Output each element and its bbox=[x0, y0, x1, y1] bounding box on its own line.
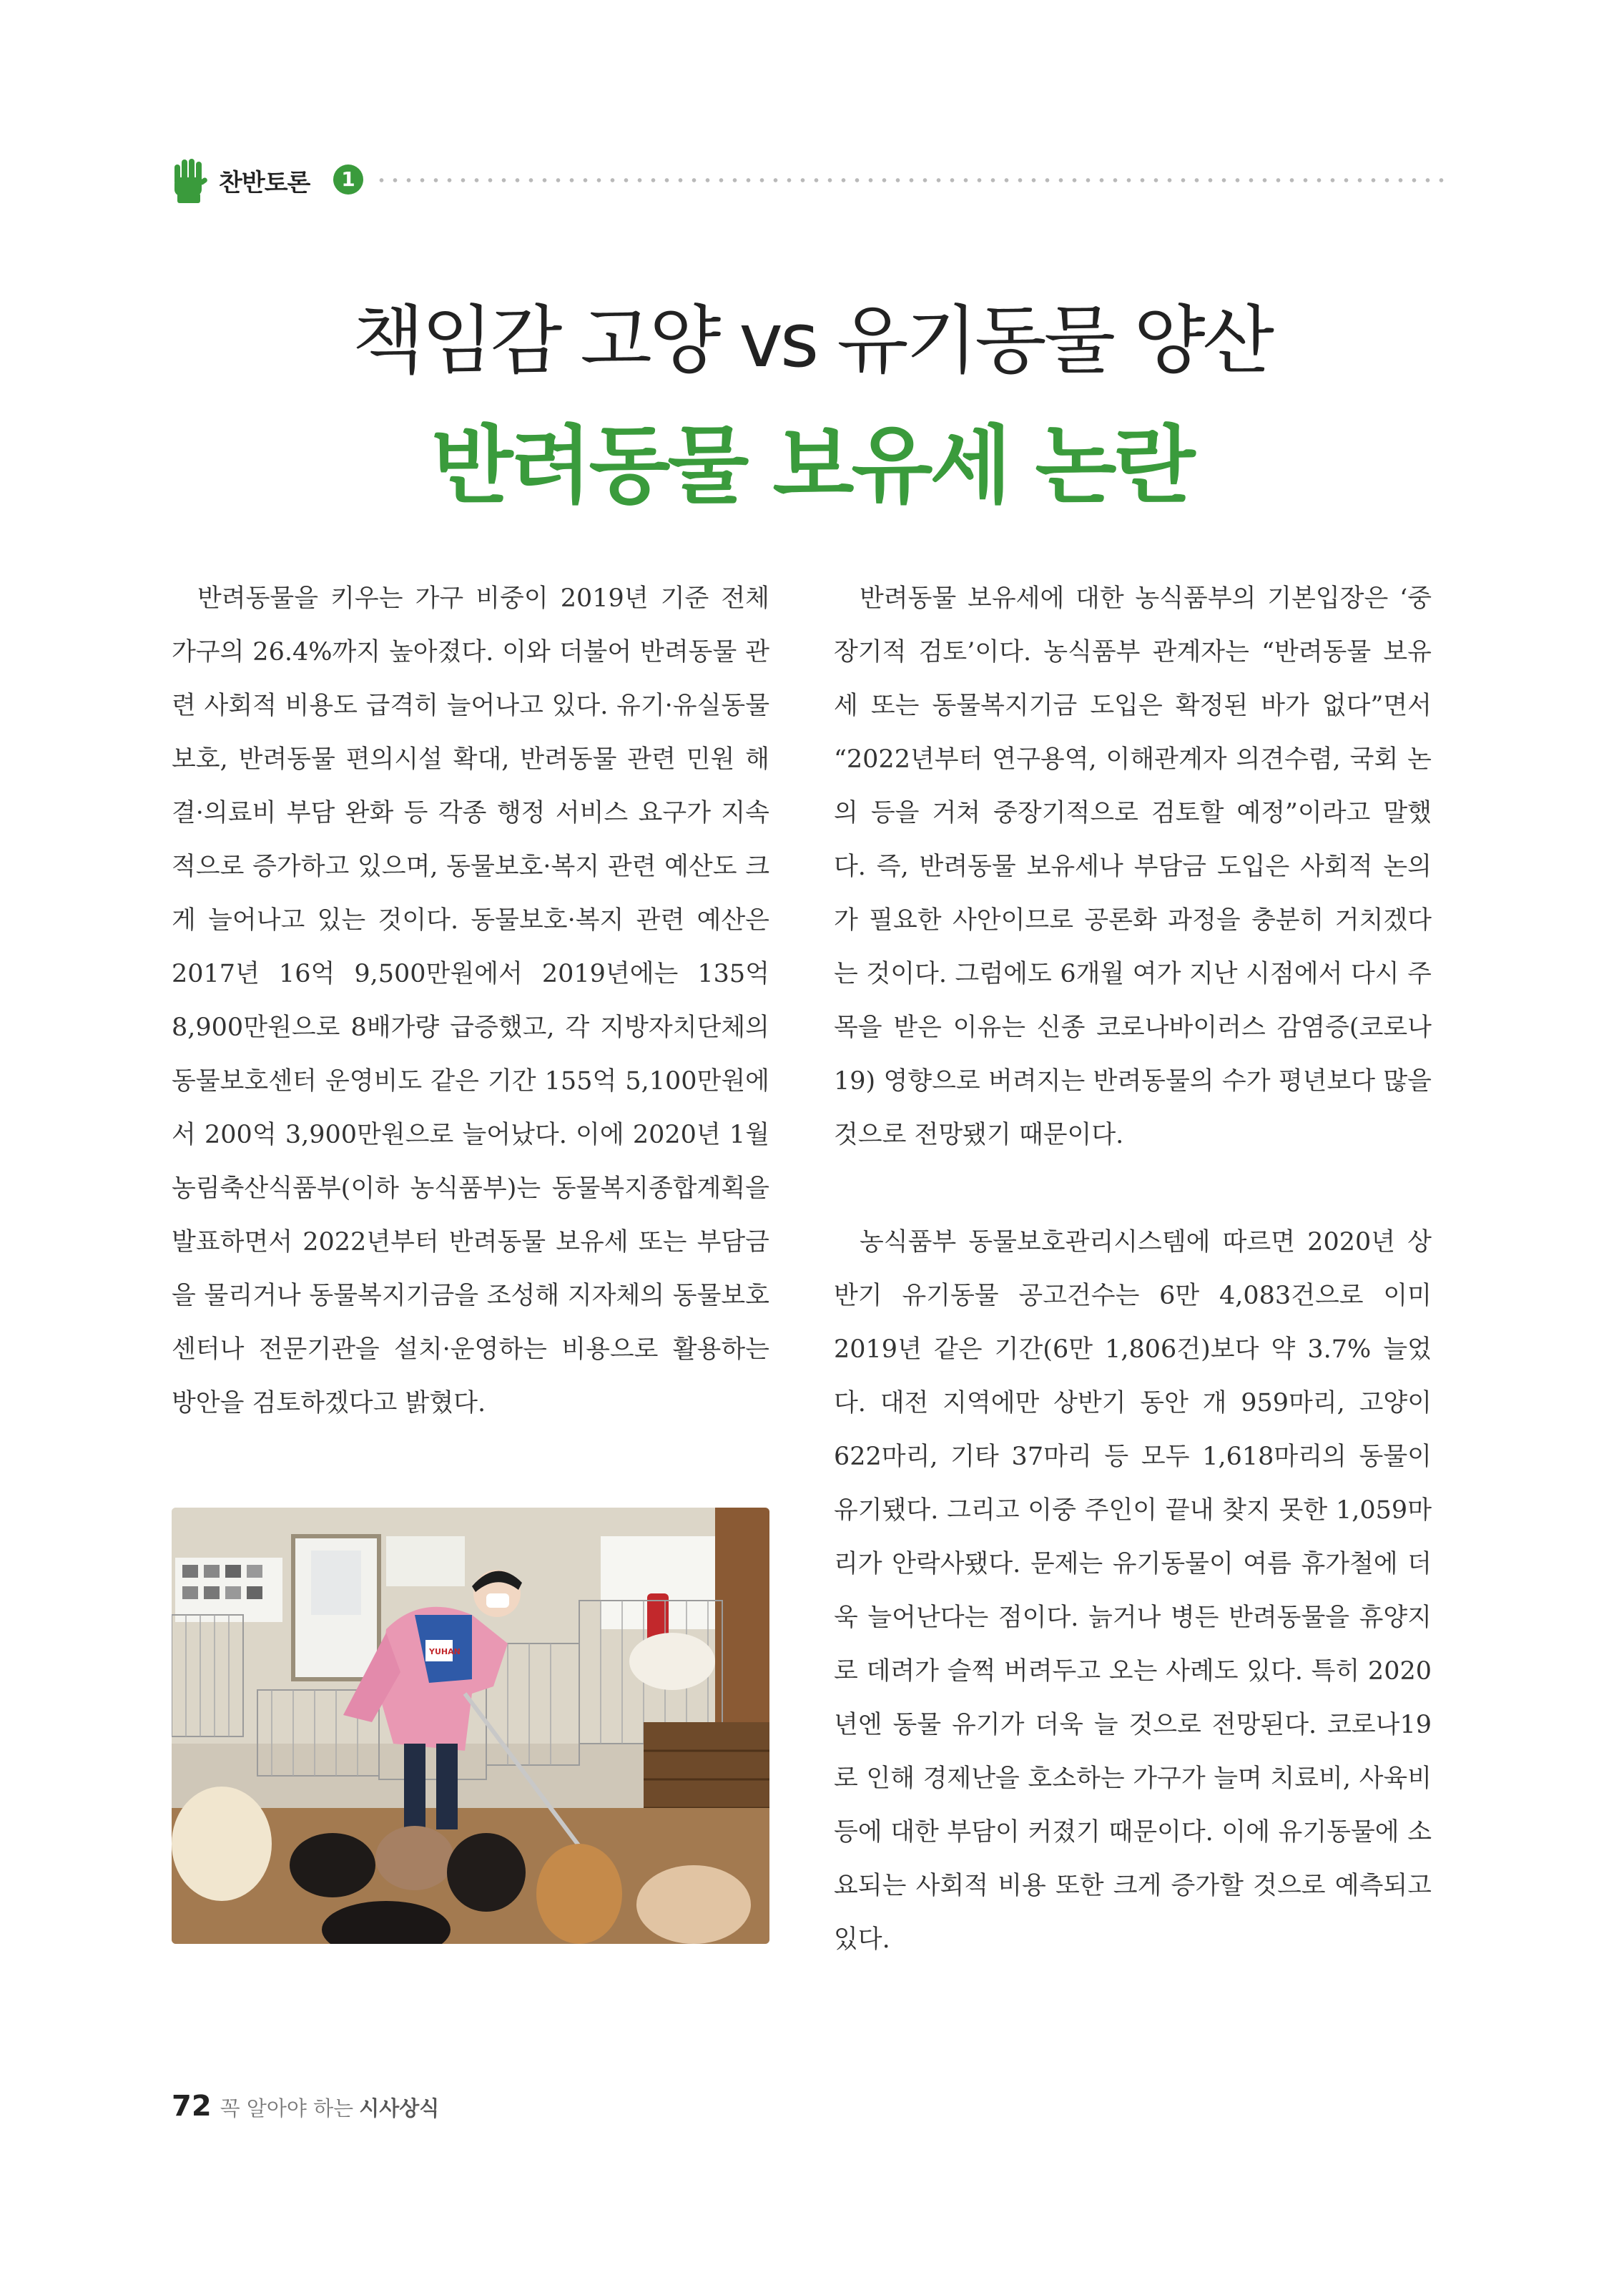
page-footer bbox=[172, 2090, 439, 2123]
section-number-badge: 1 bbox=[333, 164, 363, 195]
body-paragraph: 반려동물 보유세에 대한 농식품부의 기본입장은 ‘중장기적 검토’이다. 농식품부 관계자는 “반려동물 보유세 또는 동물복지기금 도입은 확정된 바가 없다”면서 “2022년부터 연구용역, 이해관계자 의견수렴, 국회 논의 등을 거쳐 중장기적으로 검토할 예정”이라고 말했다. 즉, 반려동물 보유세나 부담금 도입은 사회적 논의가 필요한 사안이므로 공론화 과정을 충분히 거치겠다는 것이다. 그럼에도 6개월 여가 지난 시점에서 다시 주목을 받은 이유는 신종 코로나바이러스 감염증(코로나19) 영향으로 버려지는 반려동물의 수가 평년보다 많을 것으로 전망됐기 때문이다. bbox=[834, 584, 1432, 1149]
page-number: 72 bbox=[172, 2090, 212, 2123]
dotted-divider bbox=[375, 178, 1445, 182]
body-paragraph: 반려동물을 키우는 가구 비중이 2019년 기준 전체 가구의 26.4%까지 높아졌다. 이와 더불어 반려동물 관련 사회적 비용도 급격히 늘어나고 있다. 유기·유실동물 보호, 반려동물 편의시설 확대, 반려동물 관련 민원 해결·의료비 부담 완화 등 각종 행정 서비스 요구가 지속적으로 증가하고 있으며, 동물보호·복지 관련 예산도 크게 늘어나고 있는 것이다. 동물보호·복지 관련 예산은 2017년 16억 9,500만원에서 2019년에는 135억 8,900만원으로 8배가량 급증했고, 각 지방자치단체의 동물보호센터 운영비도 같은 기간 155억 5,100만원에서 200억 3,900만원으로 늘어났다. 이에 2020년 1월 농림축산식품부(이하 농식품부)는 동물복지종합계획을 발표하면서 2022년부터 반려동물 보유세 또는 부담금을 물리거나 동물복지기금을 조성해 지자체의 동물보호센터나 전문기관을 설치·운영하는 비용으로 활용하는 방안을 검토하겠다고 밝혔다. bbox=[172, 584, 769, 1417]
hand-icon bbox=[172, 159, 209, 203]
article-title: 책임감 고양 vs 유기동물 양산 bbox=[352, 297, 1272, 384]
section-label: 찬반토론 bbox=[219, 169, 310, 197]
body-right-column bbox=[834, 572, 1432, 1967]
footer-publication-name: 시사상식 bbox=[359, 2096, 440, 2121]
footer-publication-prefix: 꼭 알아야 하는 bbox=[220, 2096, 354, 2121]
body-paragraph: 농식품부 동물보호관리시스템에 따르면 2020년 상반기 유기동물 공고건수는 6만 4,083건으로 이미 2019년 같은 기간(6만 1,806건)보다 약 3.7% 늘었다. 대전 지역에만 상반기 동안 개 959마리, 고양이 622마리, 기타 37마리 등 모두 1,618마리의 동물이 유기됐다. 그리고 이중 주인이 끝내 찾지 못한 1,059마리가 안락사됐다. 문제는 유기동물이 여름 휴가철에 더욱 늘어난다는 점이다. 늙거나 병든 반려동물을 휴양지로 데려가 슬쩍 버려두고 오는 사례도 있다. 특히 2020년엔 동물 유기가 더욱 늘 것으로 전망된다. 코로나19로 인해 경제난을 호소하는 가구가 늘며 치료비, 사육비 등에 대한 부담이 커졌기 때문이다. 이에 유기동물에 소요되는 사회적 비용 또한 크게 증가할 것으로 예측되고 있다. bbox=[834, 1228, 1432, 1954]
vest-logo-text: YUHAN bbox=[429, 1647, 461, 1656]
article-subtitle: 반려동물 보유세 논란 bbox=[431, 416, 1193, 515]
section-header bbox=[172, 159, 1445, 202]
shelter-photo bbox=[172, 1508, 769, 1944]
body-left-column bbox=[172, 572, 769, 1430]
shelter-photo-image bbox=[172, 1508, 769, 1944]
